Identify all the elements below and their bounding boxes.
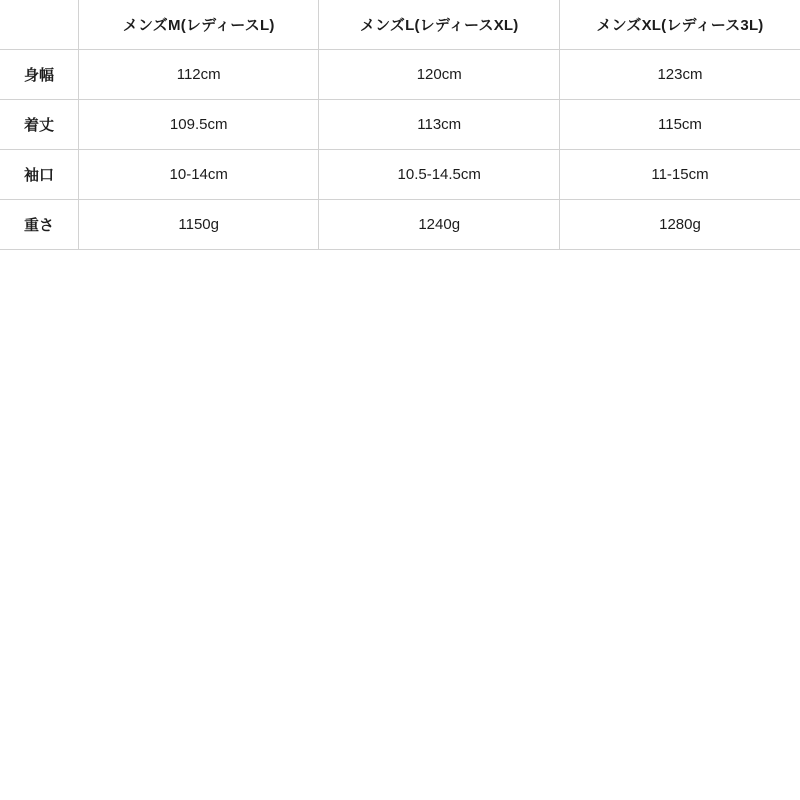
- cell-length-mens-xl: 115cm: [559, 100, 800, 150]
- row-label-body-width: 身幅: [0, 50, 78, 100]
- row-label-length: 着丈: [0, 100, 78, 150]
- table-row: [0, 100, 800, 150]
- cell-cuff-mens-m: 10-14cm: [78, 150, 319, 200]
- cell-weight-mens-l: 1240g: [319, 200, 560, 250]
- cell-weight-mens-m: 1150g: [78, 200, 319, 250]
- table-corner-cell: [0, 0, 78, 50]
- table-header-row: [0, 0, 800, 50]
- column-header-mens-m: メンズM(レディースL): [78, 0, 319, 50]
- cell-weight-mens-xl: 1280g: [559, 200, 800, 250]
- cell-length-mens-m: 109.5cm: [78, 100, 319, 150]
- cell-body-width-mens-m: 112cm: [78, 50, 319, 100]
- table-header: [0, 0, 800, 50]
- cell-body-width-mens-xl: 123cm: [559, 50, 800, 100]
- column-header-mens-xl: メンズXL(レディース3L): [559, 0, 800, 50]
- cell-length-mens-l: 113cm: [319, 100, 560, 150]
- table-row: [0, 50, 800, 100]
- cell-body-width-mens-l: 120cm: [319, 50, 560, 100]
- table-row: [0, 150, 800, 200]
- row-label-cuff: 袖口: [0, 150, 78, 200]
- size-specification-table: [0, 0, 800, 250]
- cell-cuff-mens-l: 10.5-14.5cm: [319, 150, 560, 200]
- column-header-mens-l: メンズL(レディースXL): [319, 0, 560, 50]
- cell-cuff-mens-xl: 11-15cm: [559, 150, 800, 200]
- table-row: [0, 200, 800, 250]
- row-label-weight: 重さ: [0, 200, 78, 250]
- table-body: [0, 50, 800, 250]
